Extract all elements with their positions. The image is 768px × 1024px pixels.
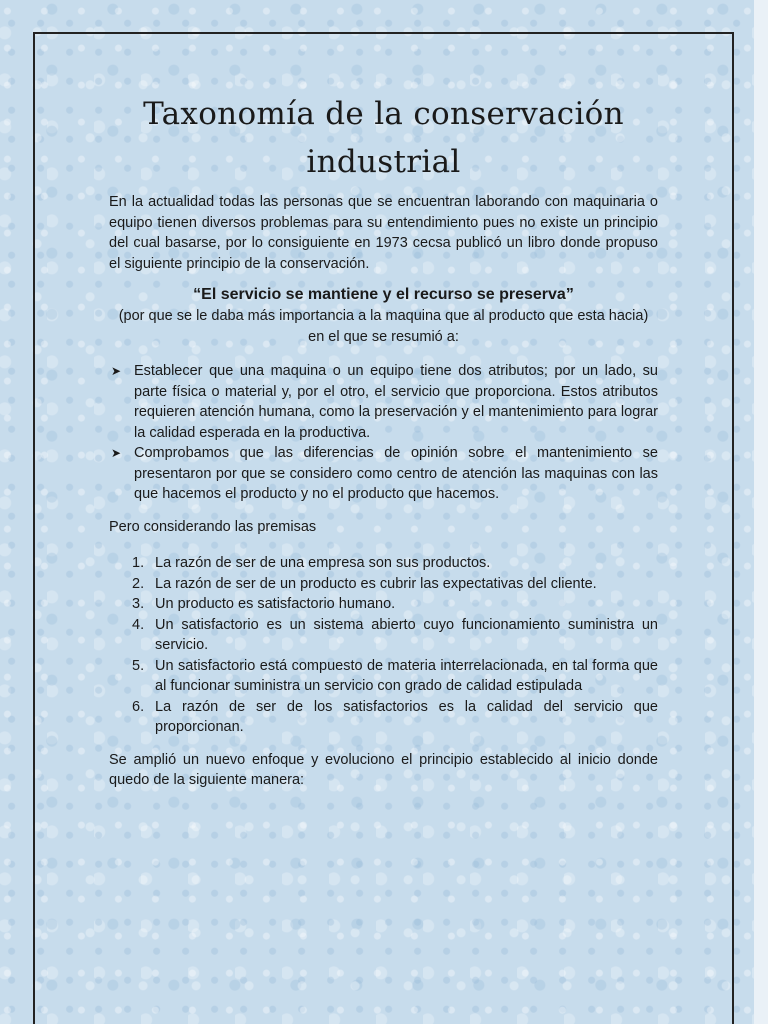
premise-item	[109, 615, 658, 656]
document-title: Taxonomía de la conservación industrial	[143, 96, 624, 180]
premise-number: 4.	[132, 616, 145, 633]
arrow-bullet-icon: ➤	[111, 364, 122, 378]
attribute-bullet-list	[109, 361, 658, 505]
premise-number: 3.	[132, 596, 145, 612]
premise-number: 2.	[132, 575, 145, 592]
bullet-text: Comprobamos que las diferencias de opinión sobre el mantenimiento se presentaron por que se considero como centro de atención las maquinas con las que hacemos el producto y no el producto que hacemos.	[134, 445, 658, 502]
document-body	[109, 90, 658, 791]
premise-item	[109, 553, 658, 574]
premise-item	[109, 697, 658, 738]
closing-paragraph: Se amplió un nuevo enfoque y evoluciono el principio establecido al inicio donde quedo de la siguiente manera:	[109, 751, 658, 788]
premise-item	[109, 594, 658, 615]
premise-text: Un satisfactorio está compuesto de materia interrelacionada, en tal forma que al funcionar suministra un servicio con grado de calidad estipulada	[155, 657, 658, 694]
arrow-bullet-icon: ➤	[111, 446, 122, 460]
bullet-item	[109, 361, 658, 443]
bullet-item	[109, 443, 658, 505]
principle-quote: “El servicio se mantiene y el recurso se preserva”	[193, 286, 574, 303]
premise-number: 6.	[132, 698, 145, 715]
premise-number: 1.	[132, 555, 145, 571]
intro-paragraph: En la actualidad todas las personas que se encuentran laborando con maquinaria o equipo tienen diversos problemas para su entendimiento pues no existe un principio del cual basarse, por lo consiguiente en 1973 cecsa publicó un libro donde propuso el siguiente principio de la conservación.	[109, 194, 658, 272]
premises-intro: Pero considerando las premisas	[109, 518, 317, 535]
page-edge-strip	[754, 0, 768, 1024]
premise-text: Un satisfactorio es un sistema abierto cuyo funcionamiento suministra un servicio.	[155, 616, 658, 653]
premise-item	[109, 574, 658, 595]
premise-text: Un producto es satisfactorio humano.	[155, 596, 396, 612]
premise-text: La razón de ser de un producto es cubrir las expectativas del cliente.	[155, 575, 597, 592]
premises-list	[109, 553, 658, 738]
premise-item	[109, 656, 658, 697]
premise-number: 5.	[132, 657, 145, 674]
principle-note: (por que se le daba más importancia a la maquina que al producto que esta hacia) en el que se resumió a:	[118, 308, 649, 345]
bullet-text: Establecer que una maquina o un equipo tiene dos atributos; por un lado, su parte física o material y, por el otro, el servicio que proporciona. Estos atributos requieren atención humana, como la preservación y el mantenimiento para lograr la calidad esperada en la productiva.	[134, 363, 658, 441]
premise-text: La razón de ser de una empresa son sus productos.	[155, 555, 491, 571]
premise-text: La razón de ser de los satisfactorios es la calidad del servicio que proporcionan.	[155, 698, 658, 735]
